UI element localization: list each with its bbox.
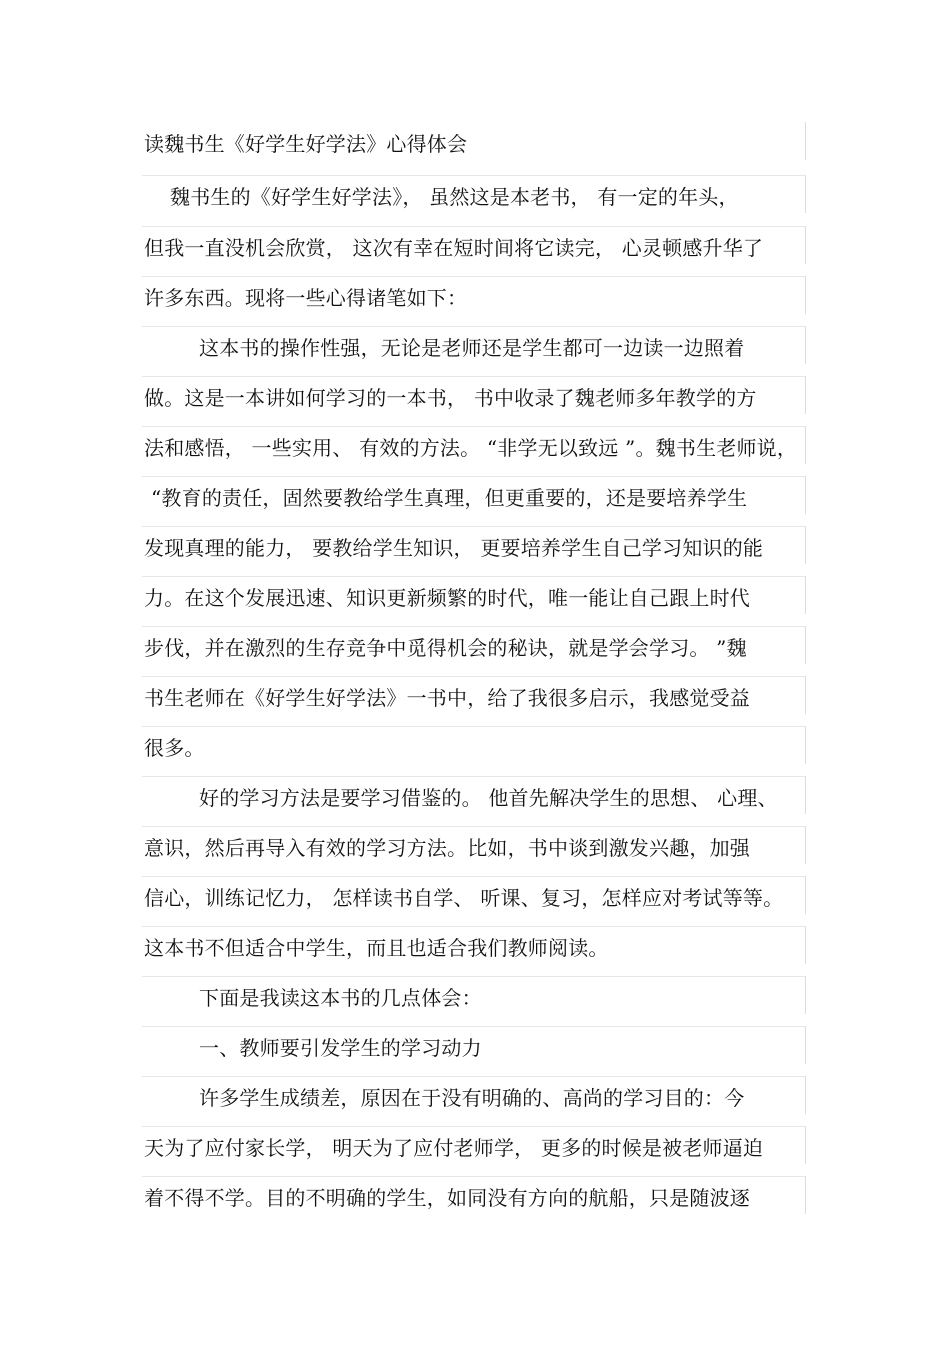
text-line [142, 526, 806, 564]
text-line-content: “教育的责任，固然要教给学生真理，但更重要的，还是要培养学生 [151, 486, 748, 510]
text-line [142, 576, 806, 614]
text-line-content: 这本书的操作性强，无论是老师还是学生都可一边读一边照着 [199, 336, 745, 360]
text-line-content: 步伐，并在激烈的生存竞争中觅得机会的秘诀，就是学会学习。 ”魏 [144, 636, 747, 660]
document-title: 读魏书生《好学生好学法》心得体会 [144, 132, 468, 156]
text-line-content: 发现真理的能力， 要教给学生知识， 更要培养学生自己学习知识的能 [144, 536, 764, 560]
section-heading: 一、教师要引发学生的学习动力 [199, 1036, 482, 1060]
text-line [142, 326, 806, 364]
text-line-content: 意识，然后再导入有效的学习方法。比如，书中谈到激发兴趣，加强 [144, 836, 750, 860]
text-line-content: 做。这是一本讲如何学习的一本书， 书中收录了魏老师多年教学的方 [144, 386, 757, 410]
text-line [142, 826, 806, 864]
text-line-content: 书生老师在《好学生好学法》一书中，给了我很多启示，我感觉受益 [144, 686, 750, 710]
text-line [142, 426, 806, 464]
document-title-line [142, 122, 806, 160]
text-line [142, 926, 806, 964]
text-line-content: 魏书生的《好学生好学法》， 虽然这是本老书， 有一定的年头， [170, 185, 739, 209]
text-line-content: 天为了应付家长学， 明天为了应付老师学， 更多的时候是被老师逼迫 [144, 1136, 764, 1160]
section-heading-line [142, 1026, 806, 1064]
text-line [142, 226, 806, 264]
text-line [142, 175, 806, 213]
text-line [142, 626, 806, 664]
text-line-content: 下面是我读这本书的几点体会： [199, 986, 482, 1010]
text-line [142, 676, 806, 714]
text-line-content: 许多东西。现将一些心得诸笔如下： [144, 286, 468, 310]
text-line-content: 着不得不学。目的不明确的学生，如同没有方向的航船，只是随波逐 [144, 1186, 750, 1210]
text-line [142, 876, 806, 914]
text-line-content: 许多学生成绩差，原因在于没有明确的、高尚的学习目的：今 [199, 1086, 745, 1110]
text-line-content: 好的学习方法是要学习借鉴的。 他首先解决学生的思想、 心理、 [199, 786, 778, 810]
text-line-content: 力。在这个发展迅速、知识更新频繁的时代，唯一能让自己跟上时代 [144, 586, 750, 610]
text-line [142, 976, 806, 1014]
text-line-content: 这本书不但适合中学生，而且也适合我们教师阅读。 [144, 936, 609, 960]
text-line [142, 726, 806, 764]
text-line-content: 信心，训练记忆力， 怎样读书自学、 听课、复习，怎样应对考试等等。 [144, 886, 784, 910]
text-line [142, 1176, 806, 1214]
text-line [142, 376, 806, 414]
text-line [142, 1076, 806, 1114]
text-line [142, 1126, 806, 1164]
text-line-content: 很多。 [144, 736, 205, 760]
text-line-content: 但我一直没机会欣赏， 这次有幸在短时间将它读完， 心灵顿感升华了 [144, 236, 764, 260]
text-line [142, 276, 806, 314]
text-line-content: 法和感悟， 一些实用、 有效的方法。 “非学无以致远 ”。魏书生老师说， [144, 436, 798, 460]
text-line [142, 776, 806, 814]
text-line [142, 476, 806, 514]
